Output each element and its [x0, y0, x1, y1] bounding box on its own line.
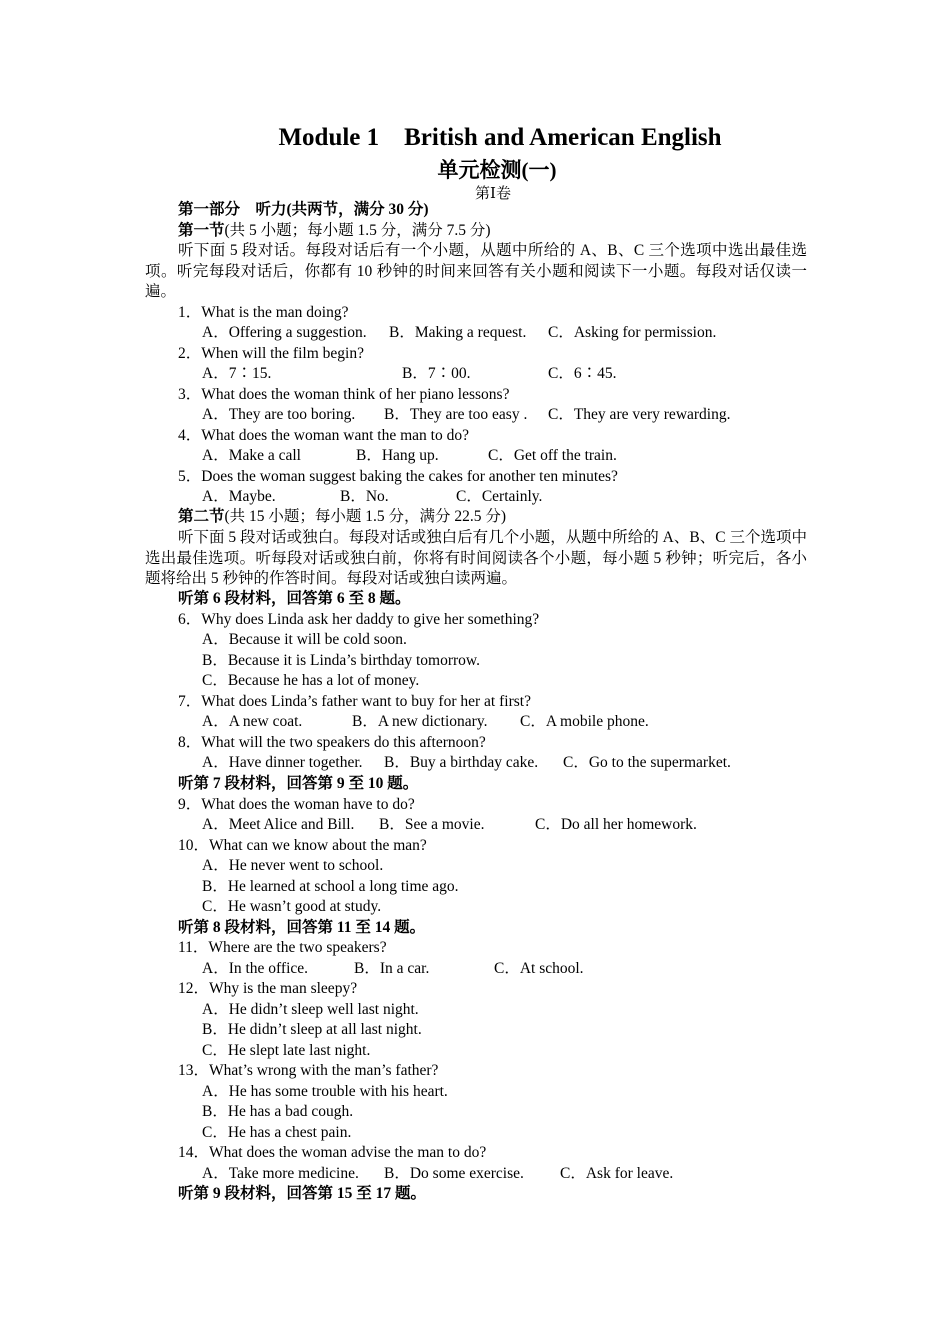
- option-a: A．Have dinner together.: [202, 754, 363, 771]
- option-c: C．Do all her homework.: [535, 816, 697, 833]
- material-7-heading: 听第 7 段材料，回答第 9 至 10 题。: [178, 775, 419, 792]
- option-c: C．Get off the train.: [488, 447, 617, 464]
- section2-instructions: 听下面 5 段对话或独白。每段对话或独白后有几个小题，从题中所给的 A、B、C 三个选项中选出最佳选项。听每段对话或独白前，你将有时间阅读各个小题，每小题 5 秒钟；听完后，各小题将给出 5 秒钟的作答时间。每段对话或独白读两遍。: [145, 529, 807, 587]
- question-10-option-c: C．He wasn’t good at study.: [202, 898, 382, 915]
- question-3: 3．What does the woman think of her piano lessons?: [178, 386, 510, 403]
- question-10-option-b: B．He learned at school a long time ago.: [202, 878, 459, 895]
- option-c: C．Ask for leave.: [560, 1165, 674, 1182]
- volume-label: 第Ⅰ卷: [475, 186, 511, 202]
- option-b: B．In a car.: [354, 960, 430, 977]
- option-c: C．At school.: [494, 960, 584, 977]
- part1-heading: 第一部分 听力(共两节，满分 30 分): [178, 201, 429, 218]
- option-a: A．7∶15.: [202, 365, 272, 382]
- question-5: 5．Does the woman suggest baking the cakes for another ten minutes?: [178, 468, 618, 485]
- section1-instructions: 听下面 5 段对话。每段对话后有一个小题，从题中所给的 A、B、C 三个选项中选出最佳选项。听完每段对话后，你都有 10 秒钟的时间来回答有关小题和阅读下一小题。每段对话仅读一遍。: [145, 242, 807, 300]
- question-12-option-b: B．He didn’t sleep at all last night.: [202, 1021, 422, 1038]
- option-a: A．They are too boring.: [202, 406, 356, 423]
- question-4: 4．What does the woman want the man to do?: [178, 427, 469, 444]
- option-b: B．No.: [340, 488, 389, 505]
- option-b: B．A new dictionary.: [352, 713, 488, 730]
- question-12-option-a: A．He didn’t sleep well last night.: [202, 1001, 419, 1018]
- option-a: A．A new coat.: [202, 713, 303, 730]
- question-2: 2．When will the film begin?: [178, 345, 364, 362]
- option-a: A．Offering a suggestion.: [202, 324, 367, 341]
- option-b: B．Buy a birthday cake.: [384, 754, 539, 771]
- question-1: 1．What is the man doing?: [178, 304, 349, 321]
- question-13-option-a: A．He has some trouble with his heart.: [202, 1083, 448, 1100]
- question-13-option-c: C．He has a chest pain.: [202, 1124, 352, 1141]
- option-b: B．7∶00.: [402, 365, 471, 382]
- material-8-heading: 听第 8 段材料，回答第 11 至 14 题。: [178, 919, 426, 936]
- question-9: 9．What does the woman have to do?: [178, 796, 415, 813]
- question-7: 7．What does Linda’s father want to buy for her at first?: [178, 693, 531, 710]
- page-subtitle: 单元检测(一): [437, 158, 557, 182]
- material-6-heading: 听第 6 段材料，回答第 6 至 8 题。: [178, 590, 411, 607]
- question-6-option-a: A．Because it will be cold soon.: [202, 631, 407, 648]
- option-b: B．Hang up.: [356, 447, 439, 464]
- question-8: 8．What will the two speakers do this afternoon?: [178, 734, 486, 751]
- question-6-option-b: B．Because it is Linda’s birthday tomorrow.: [202, 652, 480, 669]
- material-9-heading: 听第 9 段材料，回答第 15 至 17 题。: [178, 1185, 427, 1202]
- option-c: C．Go to the supermarket.: [563, 754, 731, 771]
- question-10: 10．What can we know about the man?: [178, 837, 427, 854]
- question-13-option-b: B．He has a bad cough.: [202, 1103, 354, 1120]
- question-13: 13．What’s wrong with the man’s father?: [178, 1062, 439, 1079]
- option-b: B．See a movie.: [379, 816, 485, 833]
- option-b: B．Making a request.: [389, 324, 527, 341]
- option-c: C．A mobile phone.: [520, 713, 649, 730]
- question-11: 11．Where are the two speakers?: [178, 939, 387, 956]
- question-6-option-c: C．Because he has a lot of money.: [202, 672, 420, 689]
- option-a: A．Make a call: [202, 447, 301, 464]
- option-b: B．Do some exercise.: [384, 1165, 524, 1182]
- question-6: 6．Why does Linda ask her daddy to give her something?: [178, 611, 540, 628]
- question-12-option-c: C．He slept late last night.: [202, 1042, 371, 1059]
- option-c: C．They are very rewarding.: [548, 406, 731, 423]
- option-a: A．Take more medicine.: [202, 1165, 359, 1182]
- option-a: A．In the office.: [202, 960, 309, 977]
- option-c: C．6∶45.: [548, 365, 617, 382]
- question-12: 12．Why is the man sleepy?: [178, 980, 358, 997]
- option-c: C．Asking for permission.: [548, 324, 717, 341]
- option-b: B．They are too easy .: [384, 406, 528, 423]
- section2-heading: 第二节(共 15 小题；每小题 1.5 分，满分 22.5 分): [178, 508, 507, 525]
- question-14: 14．What does the woman advise the man to do?: [178, 1144, 487, 1161]
- option-c: C．Certainly.: [456, 488, 543, 505]
- option-a: A．Meet Alice and Bill.: [202, 816, 355, 833]
- question-10-option-a: A．He never went to school.: [202, 857, 384, 874]
- section1-heading: 第一节(共 5 小题；每小题 1.5 分，满分 7.5 分): [178, 222, 491, 239]
- page-title: Module 1 British and American English: [278, 124, 722, 151]
- option-a: A．Maybe.: [202, 488, 276, 505]
